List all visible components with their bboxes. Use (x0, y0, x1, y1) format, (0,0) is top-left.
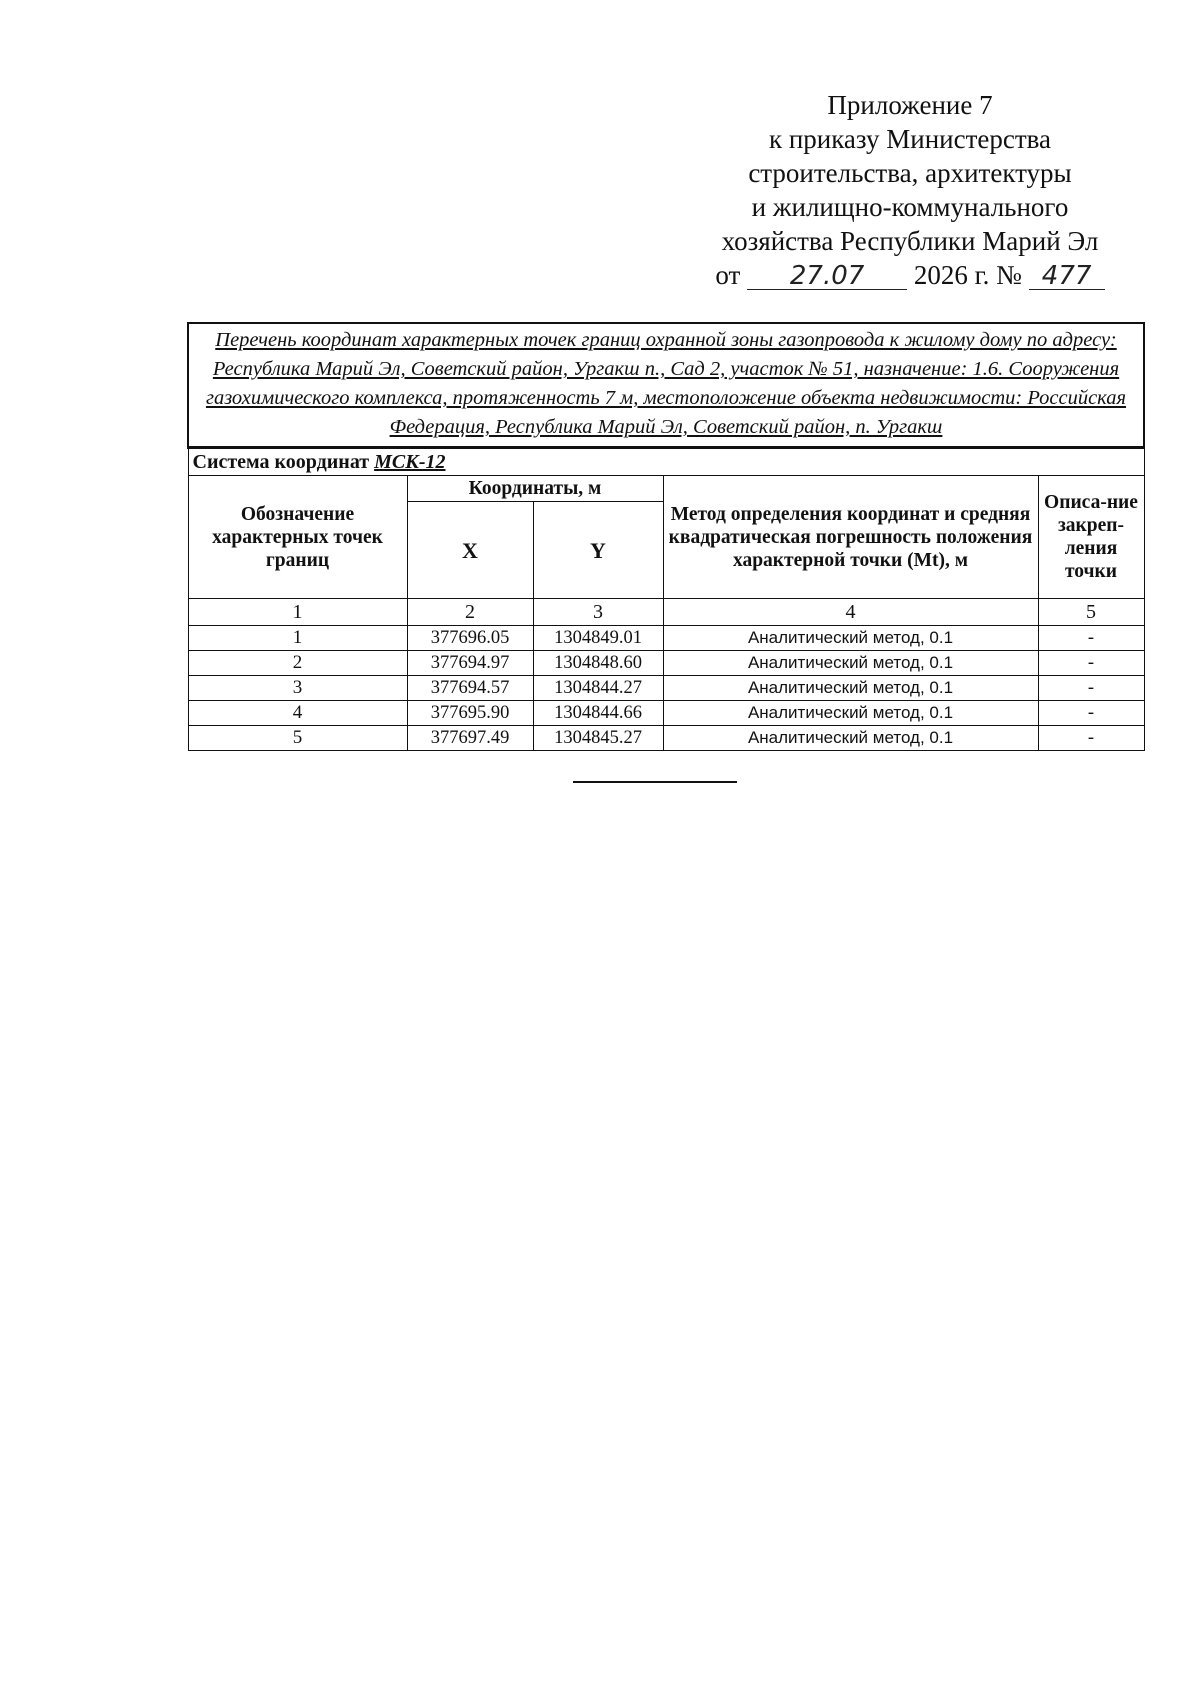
y-coordinate: 1304848.60 (533, 651, 663, 676)
column-number: 5 (1038, 599, 1144, 626)
table-row (188, 626, 1144, 651)
table-row (188, 701, 1144, 726)
x-coordinate: 377695.90 (407, 701, 533, 726)
description-value: - (1038, 701, 1144, 726)
y-coordinate: 1304849.01 (533, 626, 663, 651)
y-coordinate: 1304844.27 (533, 676, 663, 701)
column-number: 4 (663, 599, 1038, 626)
header-x: X (407, 502, 533, 599)
column-number: 2 (407, 599, 533, 626)
end-divider (573, 781, 737, 783)
point-id: 3 (188, 676, 407, 701)
method-value: Аналитический метод, 0.1 (663, 676, 1038, 701)
ministry-name-line-2: и жилищно-коммунального (751, 192, 1069, 222)
coordinates-table (187, 322, 1145, 751)
coordinate-system-label: Система координат (192, 451, 370, 473)
appendix-title: Приложение 7 (827, 90, 993, 120)
header-description: Описа-ние закреп-ления точки (1038, 476, 1144, 599)
description-value: - (1038, 726, 1144, 751)
method-value: Аналитический метод, 0.1 (663, 701, 1038, 726)
method-value: Аналитический метод, 0.1 (663, 651, 1038, 676)
x-coordinate: 377697.49 (407, 726, 533, 751)
year-text: 2026 г. № (913, 260, 1022, 290)
column-number: 3 (533, 599, 663, 626)
column-number-row (188, 599, 1144, 626)
description-value: - (1038, 676, 1144, 701)
description-value: - (1038, 651, 1144, 676)
method-value: Аналитический метод, 0.1 (663, 626, 1038, 651)
handwritten-date: 27.07 (747, 263, 907, 290)
header-method: Метод определения координат и средняя квадратическая погрешность положения характерной точки (Mt), м (663, 476, 1038, 599)
point-id: 5 (188, 726, 407, 751)
y-coordinate: 1304844.66 (533, 701, 663, 726)
appendix-header (700, 88, 1120, 292)
ministry-name-line-1: строительства, архитектуры (748, 158, 1072, 188)
description-value: - (1038, 626, 1144, 651)
coordinate-system-value: МСК-12 (374, 451, 446, 473)
point-id: 4 (188, 701, 407, 726)
point-id: 1 (188, 626, 407, 651)
table-row (188, 651, 1144, 676)
method-value: Аналитический метод, 0.1 (663, 726, 1038, 751)
header-coordinates: Координаты, м (407, 476, 663, 502)
header-y: Y (533, 502, 663, 599)
header-point-designation: Обозначение характерных точек границ (188, 476, 407, 599)
point-id: 2 (188, 651, 407, 676)
table-row (188, 726, 1144, 751)
table-row (188, 676, 1144, 701)
date-prefix: от (715, 260, 741, 290)
x-coordinate: 377696.05 (407, 626, 533, 651)
x-coordinate: 377694.57 (407, 676, 533, 701)
order-reference-line: к приказу Министерства (768, 124, 1052, 154)
y-coordinate: 1304845.27 (533, 726, 663, 751)
order-date-line (700, 258, 1120, 292)
table-title: Перечень координат характерных точек границ охранной зоны газопровода к жилому дому по адресу: Республика Марий Эл, Советский район, Ургакш п., Сад 2, участок № 51, назначение: 1.6. Сооружения газохимического комплекса, протяженность 7 м, местоположение объекта недвижимости: Российская Федерация, Республика Марий Эл, Советский район, п. Ургакш (188, 323, 1144, 448)
handwritten-order-number: 477 (1029, 263, 1105, 290)
ministry-name-line-3: хозяйства Республики Марий Эл (721, 226, 1099, 256)
coordinate-system-row (188, 448, 1144, 476)
column-number: 1 (188, 599, 407, 626)
x-coordinate: 377694.97 (407, 651, 533, 676)
